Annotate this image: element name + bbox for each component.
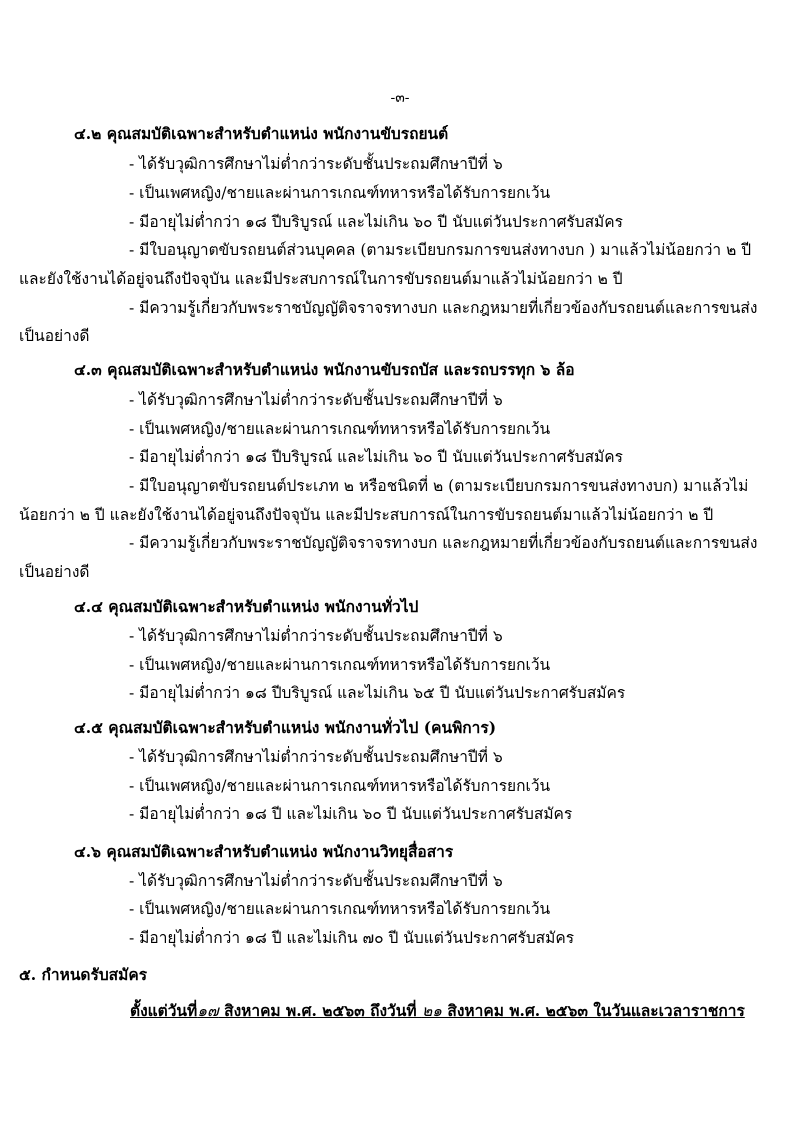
- period-middle-text: สิงหาคม พ.ศ. ๒๕๖๓ ถึงวันที่: [218, 1001, 422, 1020]
- s42-bullet-license-line2: และยังใช้งานได้อยู่จนถึงปัจจุบัน และมีประสบการณ์ในการขับรถยนต์มาแล้วไม่น้อยกว่า ๒ ปี: [19, 270, 623, 288]
- s45-bullet-education: - ได้รับวุฒิการศึกษาไม่ต่ำกว่าระดับชั้นประถมศึกษาปีที่ ๖: [129, 748, 503, 766]
- s43-bullet-knowledge-line2: เป็นอย่างดี: [19, 563, 90, 581]
- s44-bullet-gender: - เป็นเพศหญิง/ชายและผ่านการเกณฑ์ทหารหรือได้รับการยกเว้น: [129, 656, 551, 674]
- section-4-4-heading: ๔.๔ คุณสมบัติเฉพาะสำหรับตำแหน่ง พนักงานทั่วไป: [74, 597, 419, 616]
- end-day-handwritten: ๒๑: [421, 1002, 442, 1020]
- section-5-heading: ๕. กำหนดรับสมัคร: [19, 965, 148, 984]
- s45-bullet-gender: - เป็นเพศหญิง/ชายและผ่านการเกณฑ์ทหารหรือได้รับการยกเว้น: [129, 777, 551, 795]
- section-4-6-heading: ๔.๖ คุณสมบัติเฉพาะสำหรับตำแหน่ง พนักงานวิทยุสื่อสาร: [74, 842, 454, 861]
- s42-bullet-license-line1: - มีใบอนุญาตขับรถยนต์ส่วนบุคคล (ตามระเบียบกรมการขนส่งทางบก ) มาแล้วไม่น้อยกว่า ๒ ปี: [129, 241, 752, 259]
- s43-bullet-education: - ได้รับวุฒิการศึกษาไม่ต่ำกว่าระดับชั้นประถมศึกษาปีที่ ๖: [129, 391, 503, 409]
- s46-bullet-gender: - เป็นเพศหญิง/ชายและผ่านการเกณฑ์ทหารหรือได้รับการยกเว้น: [129, 900, 551, 918]
- section-4-5-heading: ๔.๕ คุณสมบัติเฉพาะสำหรับตำแหน่ง พนักงานทั่วไป (คนพิการ): [74, 718, 497, 737]
- s46-bullet-education: - ได้รับวุฒิการศึกษาไม่ต่ำกว่าระดับชั้นประถมศึกษาปีที่ ๖: [129, 872, 503, 890]
- s43-bullet-knowledge-line1: - มีความรู้เกี่ยวกับพระราชบัญญัติจราจรทางบก และกฎหมายที่เกี่ยวข้องกับรถยนต์และการขนส่ง: [129, 534, 758, 552]
- period-start-text: ตั้งแต่วันที่: [130, 1001, 198, 1020]
- s42-bullet-education: - ได้รับวุฒิการศึกษาไม่ต่ำกว่าระดับชั้นประถมศึกษาปีที่ ๖: [129, 155, 503, 173]
- s43-bullet-gender: - เป็นเพศหญิง/ชายและผ่านการเกณฑ์ทหารหรือได้รับการยกเว้น: [129, 420, 551, 438]
- s43-bullet-license-line2: น้อยกว่า ๒ ปี และยังใช้งานได้อยู่จนถึงปัจจุบัน และมีประสบการณ์ในการขับรถยนต์มาแล้วไม่น้อยกว่า ๒ ปี: [19, 506, 714, 524]
- period-end-text: สิงหาคม พ.ศ. ๒๕๖๓ ในวันและเวลาราชการ: [442, 1001, 745, 1020]
- section-4-3-heading: ๔.๓ คุณสมบัติเฉพาะสำหรับตำแหน่ง พนักงานขับรถบัส และรถบรรทุก ๖ ล้อ: [74, 360, 575, 379]
- s42-bullet-knowledge-line2: เป็นอย่างดี: [19, 327, 90, 345]
- s42-bullet-age: - มีอายุไม่ต่ำกว่า ๑๘ ปีบริบูรณ์ และไม่เกิน ๖๐ ปี นับแต่วันประกาศรับสมัคร: [129, 213, 623, 231]
- s44-bullet-education: - ได้รับวุฒิการศึกษาไม่ต่ำกว่าระดับชั้นประถมศึกษาปีที่ ๖: [129, 627, 503, 645]
- s44-bullet-age: - มีอายุไม่ต่ำกว่า ๑๘ ปีบริบูรณ์ และไม่เกิน ๖๕ ปี นับแต่วันประกาศรับสมัคร: [129, 684, 626, 702]
- page-number: -๓-: [390, 90, 410, 106]
- s43-bullet-age: - มีอายุไม่ต่ำกว่า ๑๘ ปีบริบูรณ์ และไม่เกิน ๖๐ ปี นับแต่วันประกาศรับสมัคร: [129, 448, 623, 466]
- s42-bullet-knowledge-line1: - มีความรู้เกี่ยวกับพระราชบัญญัติจราจรทางบก และกฎหมายที่เกี่ยวข้องกับรถยนต์และการขนส่ง: [129, 299, 758, 317]
- application-period: [130, 998, 745, 1023]
- s43-bullet-license-line1: - มีใบอนุญาตขับรถยนต์ประเภท ๒ หรือชนิดที่ ๒ (ตามระเบียบกรมการขนส่งทางบก) มาแล้วไม่: [129, 477, 749, 495]
- s45-bullet-age: - มีอายุไม่ต่ำกว่า ๑๘ ปี และไม่เกิน ๖๐ ปี นับแต่วันประกาศรับสมัคร: [129, 805, 573, 823]
- start-day-handwritten: ๑๗: [197, 1002, 219, 1020]
- s46-bullet-age: - มีอายุไม่ต่ำกว่า ๑๘ ปี และไม่เกิน ๗๐ ปี นับแต่วันประกาศรับสมัคร: [129, 929, 575, 947]
- s42-bullet-gender: - เป็นเพศหญิง/ชายและผ่านการเกณฑ์ทหารหรือได้รับการยกเว้น: [129, 184, 551, 202]
- section-4-2-heading: ๔.๒ คุณสมบัติเฉพาะสำหรับตำแหน่ง พนักงานขับรถยนต์: [74, 124, 449, 143]
